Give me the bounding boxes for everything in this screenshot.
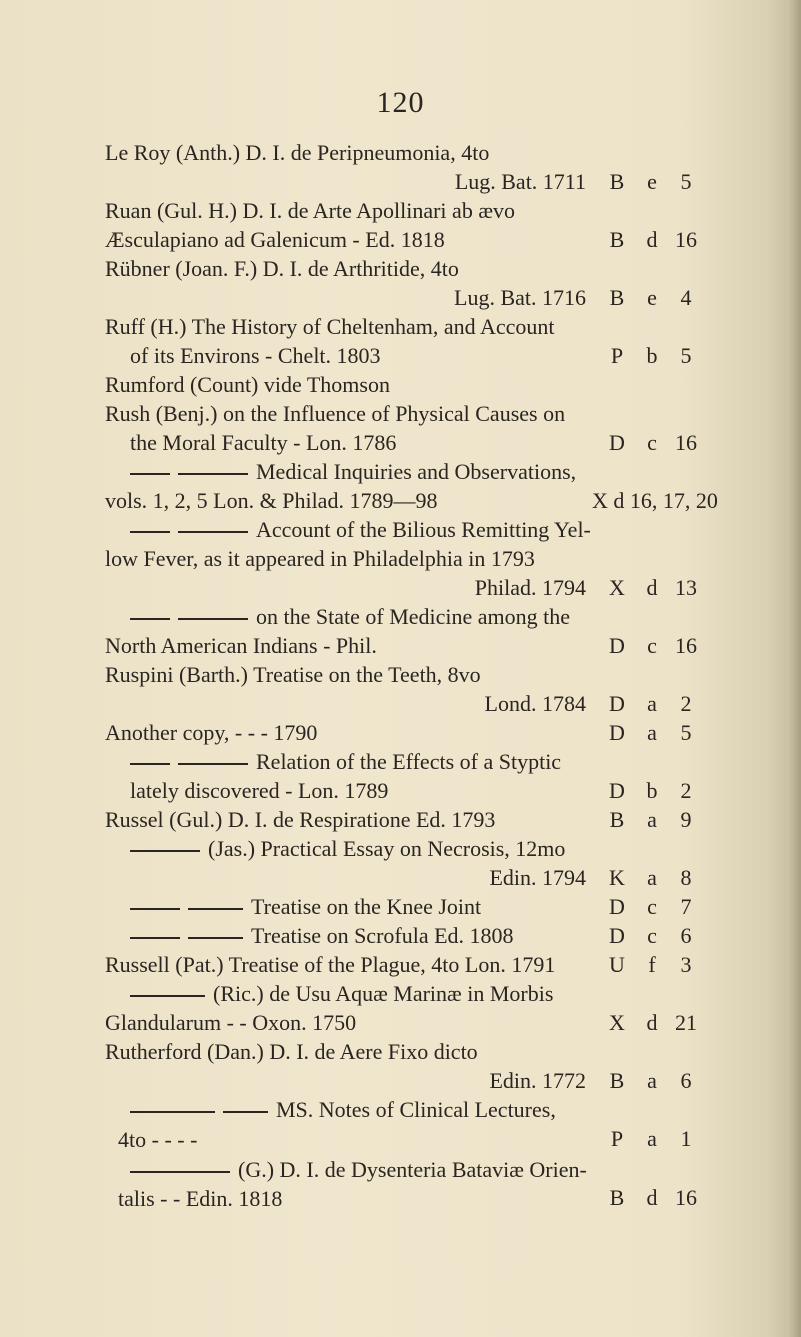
ditto-rule xyxy=(178,618,248,620)
shelf-letter: D xyxy=(609,633,625,658)
entry-line: Le Roy (Anth.) D. I. de Peripneumonia, 4to xyxy=(105,140,490,165)
shelf-code xyxy=(600,689,730,719)
shelf-number: 3 xyxy=(680,952,692,977)
shelf-code xyxy=(600,718,730,748)
entry-imprint: Lug. Bat. 1711 xyxy=(454,169,586,194)
entry-line: talis - - Edin. 1818 xyxy=(118,1186,283,1211)
shelf-number: 16 xyxy=(675,430,697,455)
shelf-number: 5 xyxy=(680,720,692,745)
shelf-code xyxy=(600,225,730,255)
entry-line: North American Indians - Phil. xyxy=(105,633,377,658)
entry-line: low Fever, as it appeared in Philadelphia in 1793 xyxy=(105,546,535,571)
entry-line: Rübner (Joan. F.) D. I. de Arthritide, 4to xyxy=(105,256,459,281)
ditto-rule xyxy=(130,473,170,475)
ditto-rule xyxy=(130,1171,230,1173)
shelf-case: b xyxy=(646,778,658,803)
entry-line: Rush (Benj.) on the Influence of Physical Causes on xyxy=(105,401,566,426)
shelf-code xyxy=(600,1008,730,1038)
shelf-number: 16 xyxy=(675,227,697,252)
ditto-rule xyxy=(130,995,205,997)
entry-line: on the State of Medicine among the xyxy=(130,602,570,632)
ditto-rule xyxy=(130,531,170,533)
entry-line: lately discovered - Lon. 1789 xyxy=(130,778,389,803)
shelf-code xyxy=(600,892,730,922)
shelf-case: d xyxy=(646,227,658,252)
shelf-number: 5 xyxy=(680,343,692,368)
shelf-letter: X xyxy=(609,1010,625,1035)
entry-line: Account of the Bilious Remitting Yel- xyxy=(130,515,591,545)
entry-line: Relation of the Effects of a Styptic xyxy=(130,747,561,777)
shelf-number: 2 xyxy=(680,778,692,803)
entry-line: Ruan (Gul. H.) D. I. de Arte Apollinari ab ævo xyxy=(105,198,515,223)
shelf-number: 6 xyxy=(680,1068,692,1093)
ditto-rule xyxy=(130,908,180,910)
shelf-code xyxy=(600,1066,730,1096)
ditto-rule xyxy=(130,763,170,765)
shelf-letter: K xyxy=(609,865,625,890)
shelf-number: 13 xyxy=(675,575,697,600)
ditto-rule xyxy=(130,850,200,852)
entry-line: (Jas.) Practical Essay on Necrosis, 12mo xyxy=(130,834,565,864)
entry-line: 4to - - - - xyxy=(118,1127,198,1152)
shelf-code xyxy=(600,573,730,603)
shelf-letter: B xyxy=(609,169,625,194)
entry-line: the Moral Faculty - Lon. 1786 xyxy=(130,430,397,455)
shelf-case: b xyxy=(646,343,658,368)
entry-line: Ruspini (Barth.) Treatise on the Teeth, 8vo xyxy=(105,662,481,687)
shelf-letter: X xyxy=(609,575,625,600)
shelf-number: 7 xyxy=(680,894,692,919)
shelf-number: 2 xyxy=(680,691,692,716)
shelf-code xyxy=(600,776,730,806)
shelf-case: c xyxy=(647,633,657,658)
shelf-code xyxy=(600,283,730,313)
shelf-case: a xyxy=(647,865,657,890)
shelf-number: 4 xyxy=(680,285,692,310)
shelf-letter: D xyxy=(609,691,625,716)
page-edge xyxy=(787,0,801,1337)
shelf-code xyxy=(600,950,730,980)
shelf-number: 1 xyxy=(680,1126,692,1151)
entry-imprint: Lond. 1784 xyxy=(484,691,586,716)
entry-line: Ruff (H.) The History of Cheltenham, and Account xyxy=(105,314,555,339)
shelf-case: f xyxy=(648,952,656,977)
shelf-case: c xyxy=(647,894,657,919)
ditto-rule xyxy=(223,1111,268,1113)
entry-line: MS. Notes of Clinical Lectures, xyxy=(130,1095,556,1125)
shelf-code xyxy=(600,921,730,951)
entry-line: (G.) D. I. de Dysenteria Bataviæ Orien- xyxy=(130,1155,587,1185)
shelf-case: c xyxy=(647,923,657,948)
entry-line: Treatise on the Knee Joint xyxy=(130,892,481,922)
shelf-case: a xyxy=(647,720,657,745)
ditto-rule xyxy=(178,531,248,533)
shelf-letter: P xyxy=(610,1126,624,1151)
shelf-case: d xyxy=(646,1185,658,1210)
shelf-number: 6 xyxy=(680,923,692,948)
shelf-code xyxy=(600,805,730,835)
shelf-case: d xyxy=(646,1010,658,1035)
shelf-case: e xyxy=(647,169,657,194)
shelf-number: 8 xyxy=(680,865,692,890)
ditto-rule xyxy=(188,908,243,910)
shelf-case: d xyxy=(646,575,658,600)
shelf-letter: D xyxy=(609,720,625,745)
shelf-case: a xyxy=(647,807,657,832)
entry-line: (Ric.) de Usu Aquæ Marinæ in Morbis xyxy=(130,979,553,1009)
shelf-code xyxy=(600,1124,730,1154)
shelf-letter: B xyxy=(609,285,625,310)
ditto-rule xyxy=(130,618,170,620)
ditto-rule xyxy=(178,473,248,475)
entry-imprint: Edin. 1794 xyxy=(489,865,586,890)
page-number: 120 xyxy=(376,86,425,119)
shelf-letter: D xyxy=(609,778,625,803)
shelf-letter: D xyxy=(609,430,625,455)
shelf-letter: D xyxy=(609,894,625,919)
ditto-rule xyxy=(178,763,248,765)
shelf-code xyxy=(600,1183,730,1213)
entry-line: Rutherford (Dan.) D. I. de Aere Fixo dicto xyxy=(105,1039,478,1064)
entry-line: of its Environs - Chelt. 1803 xyxy=(130,343,381,368)
shelf-case: a xyxy=(647,1126,657,1151)
shelf-letter: B xyxy=(609,1068,625,1093)
entry-imprint: Philad. 1794 xyxy=(474,575,586,600)
shelf-number: 16 xyxy=(675,633,697,658)
entry-line: Glandularum - - Oxon. 1750 xyxy=(105,1010,357,1035)
shelf-case: c xyxy=(647,430,657,455)
entry-line: Another copy, - - - 1790 xyxy=(105,720,318,745)
shelf-number: 16 xyxy=(675,1185,697,1210)
shelf-number: 21 xyxy=(675,1010,697,1035)
shelf-code xyxy=(600,428,730,458)
shelf-code xyxy=(600,167,730,197)
shelf-number: 9 xyxy=(680,807,692,832)
shelf-code xyxy=(600,863,730,893)
entry-line: vols. 1, 2, 5 Lon. & Philad. 1789—98 xyxy=(105,488,438,513)
shelf-case: e xyxy=(647,285,657,310)
entry-imprint: Lug. Bat. 1716 xyxy=(454,285,586,310)
shelf-letter: B xyxy=(609,227,625,252)
ditto-rule xyxy=(130,1111,215,1113)
shelf-letter: P xyxy=(610,343,624,368)
shelf-case: a xyxy=(647,1068,657,1093)
entry-line: Rumford (Count) vide Thomson xyxy=(105,372,390,397)
shelf-code: X d 16, 17, 20 xyxy=(592,488,718,513)
shelf-number: 5 xyxy=(680,169,692,194)
entry-imprint: Edin. 1772 xyxy=(489,1068,586,1093)
entry-line: Russel (Gul.) D. I. de Respiratione Ed. 1793 xyxy=(105,807,496,832)
entry-line: Medical Inquiries and Observations, xyxy=(130,457,576,487)
shelf-letter: U xyxy=(609,952,625,977)
shelf-code xyxy=(600,631,730,661)
shelf-case: a xyxy=(647,691,657,716)
entry-line: Russell (Pat.) Treatise of the Plague, 4to Lon. 1791 xyxy=(105,952,556,977)
ditto-rule xyxy=(130,937,180,939)
shelf-letter: B xyxy=(609,1185,625,1210)
shelf-letter: D xyxy=(609,923,625,948)
entry-line: Treatise on Scrofula Ed. 1808 xyxy=(130,921,514,951)
shelf-code xyxy=(600,341,730,371)
ditto-rule xyxy=(188,937,243,939)
shelf-letter: B xyxy=(609,807,625,832)
entry-line: Æsculapiano ad Galenicum - Ed. 1818 xyxy=(105,227,445,252)
